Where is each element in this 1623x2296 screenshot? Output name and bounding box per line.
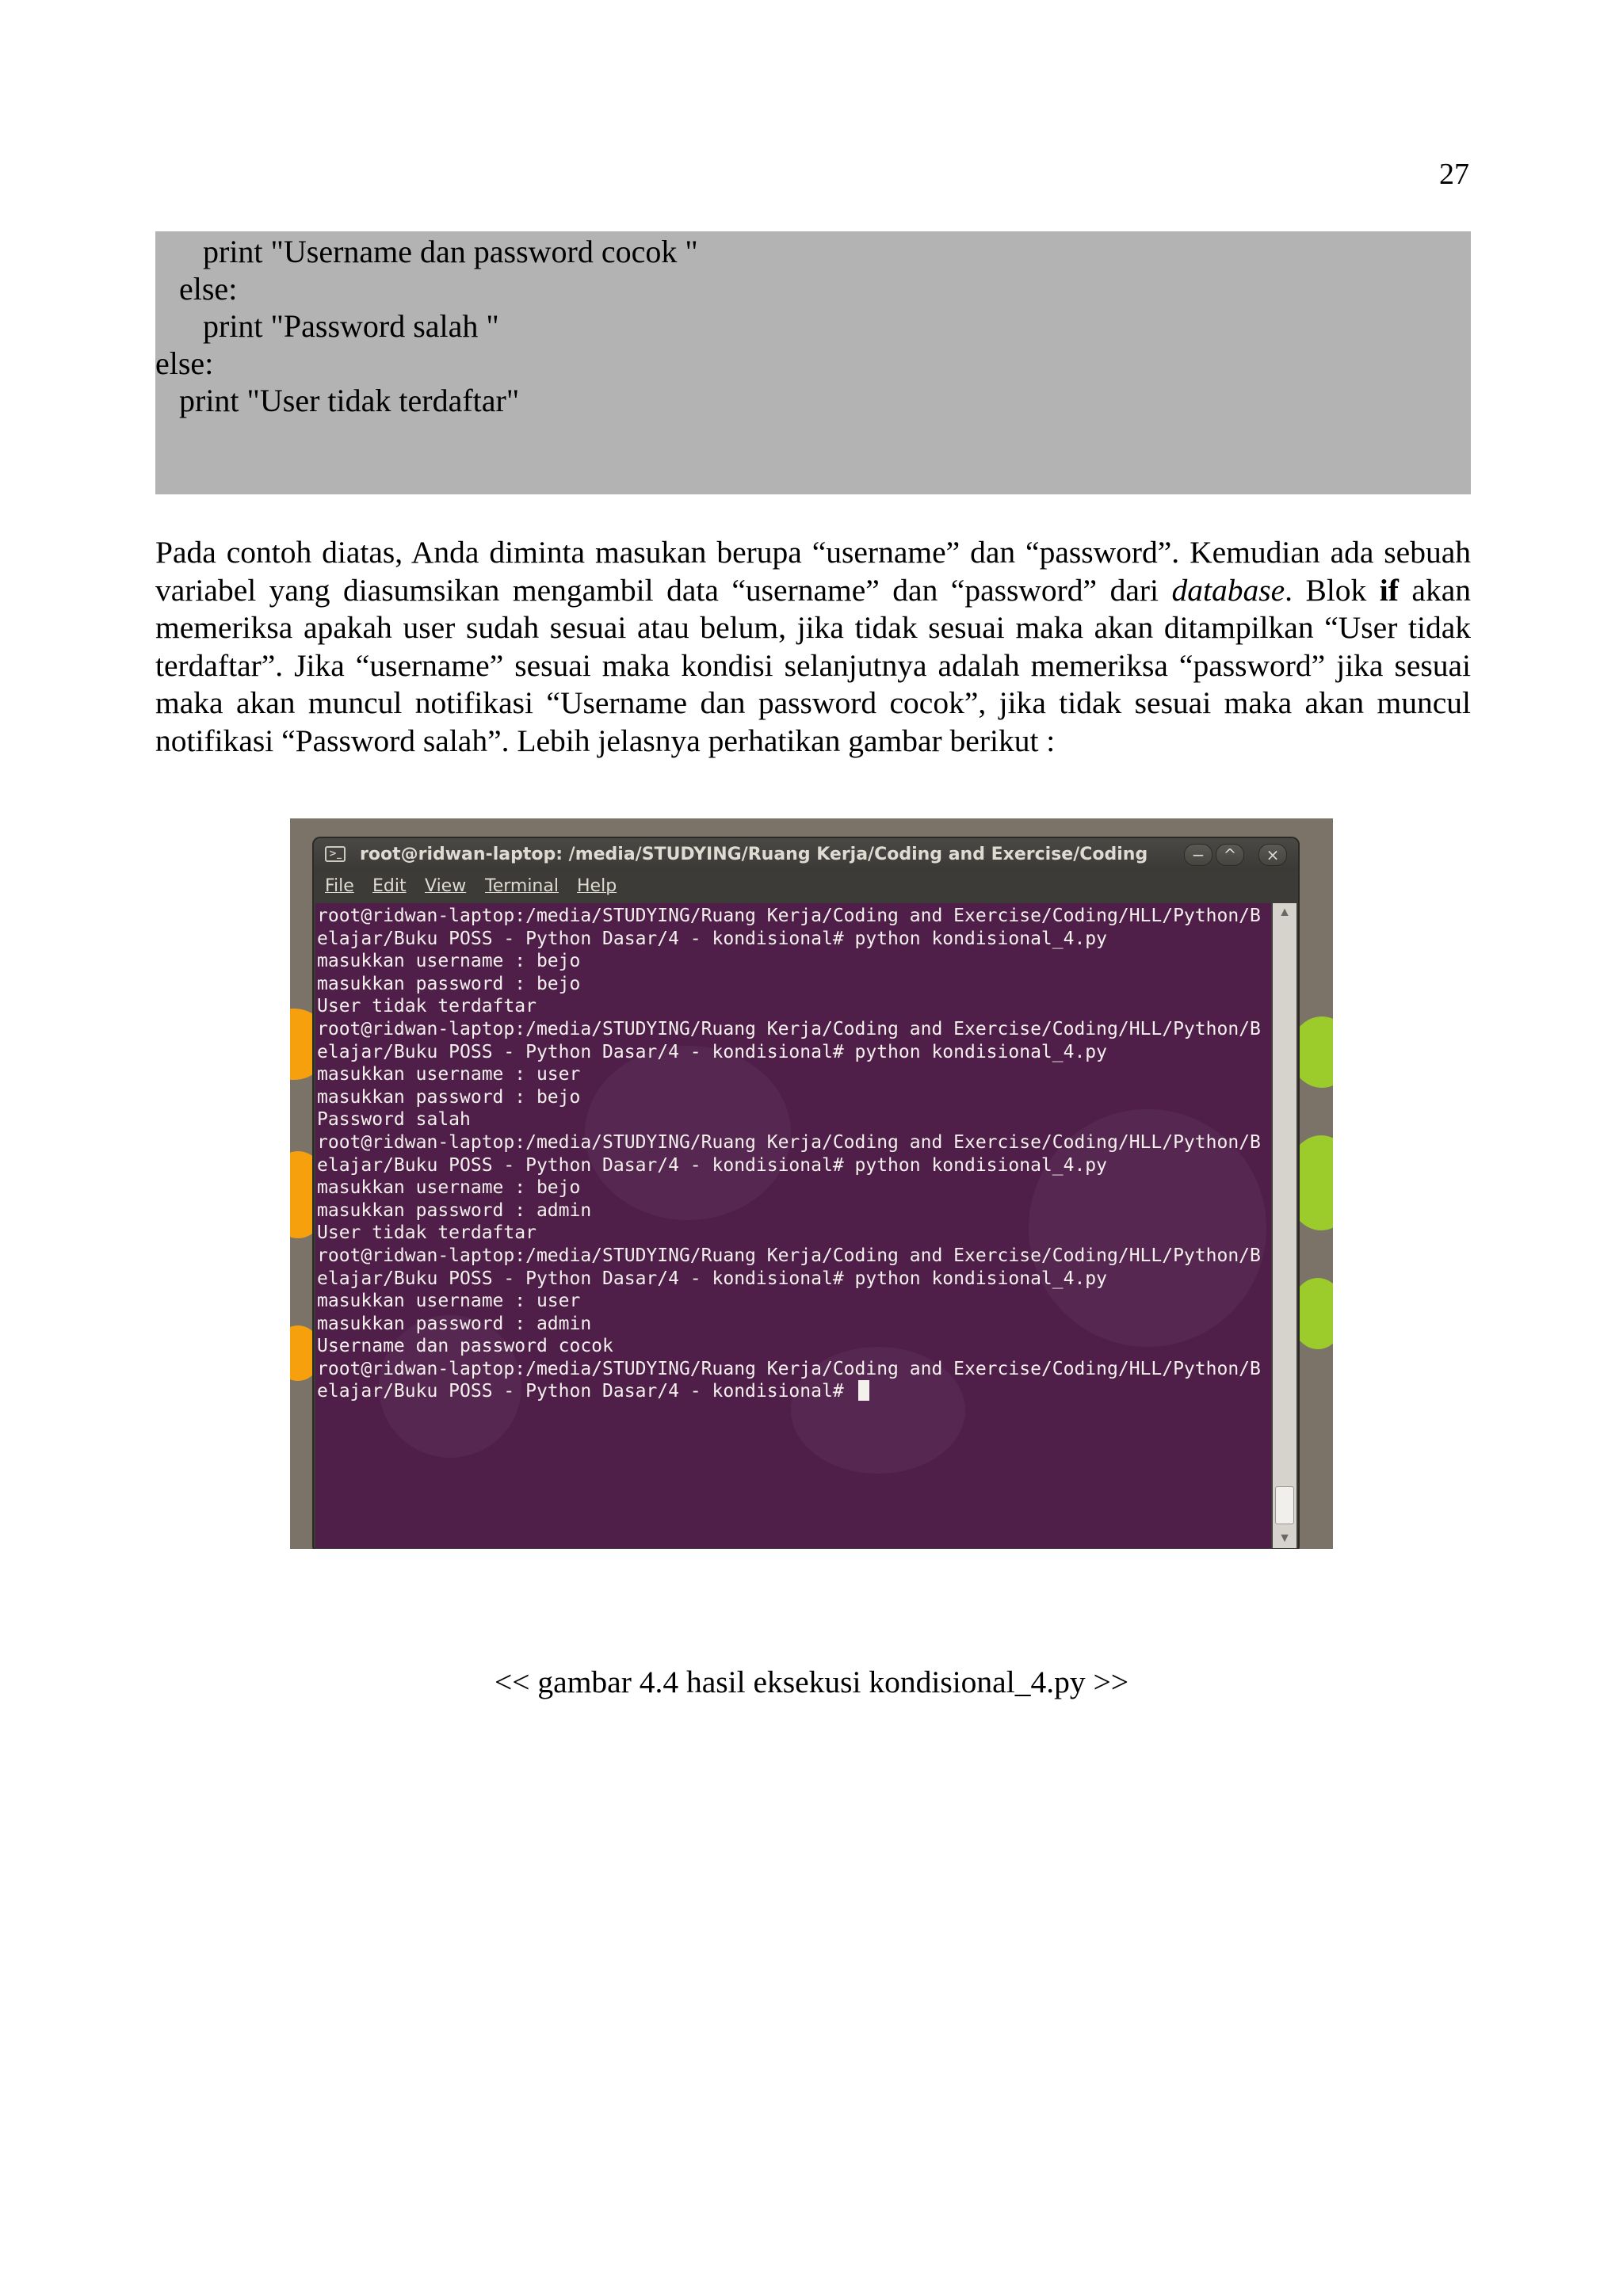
window-title: root@ridwan-laptop: /media/STUDYING/Ruang Kerja/Coding and Exercise/Coding	[360, 845, 1148, 864]
vertical-scrollbar[interactable]	[1273, 903, 1296, 1548]
terminal-line: masukkan username : bejo	[317, 951, 581, 972]
menu-view[interactable]: View	[425, 876, 467, 896]
terminal-line: masukkan password : admin	[317, 1313, 592, 1334]
code-line: print "User tidak terdaftar"	[155, 383, 520, 418]
menu-edit[interactable]: Edit	[372, 876, 407, 896]
terminal-text	[317, 905, 1261, 1403]
page-number: 27	[1439, 158, 1469, 191]
scroll-up-arrow-icon[interactable]: ▲	[1278, 906, 1291, 919]
terminal-line: elajar/Buku POSS - Python Dasar/4 - kondisional# python kondisional_4.py	[317, 928, 1107, 949]
terminal-line: root@ridwan-laptop:/media/STUDYING/Ruang Kerja/Coding and Exercise/Coding/HLL/Python/B	[317, 1358, 1261, 1379]
menu-help[interactable]: Help	[577, 876, 617, 896]
terminal-line: masukkan username : user	[317, 1291, 581, 1312]
terminal-line: masukkan username : bejo	[317, 1177, 581, 1199]
terminal-line: Password salah	[317, 1109, 471, 1131]
menubar	[314, 871, 1298, 902]
scroll-down-arrow-icon[interactable]: ▼	[1278, 1531, 1291, 1545]
terminal-line: elajar/Buku POSS - Python Dasar/4 - kondisional# python kondisional_4.py	[317, 1041, 1107, 1062]
menu-terminal[interactable]: Terminal	[485, 876, 559, 896]
figure-caption: << gambar 4.4 hasil eksekusi kondisional_4.py >>	[494, 1665, 1128, 1699]
terminal-icon: >_	[325, 846, 346, 862]
body-paragraph	[155, 534, 1471, 760]
code-line: else:	[155, 271, 238, 307]
terminal-line: root@ridwan-laptop:/media/STUDYING/Ruang Kerja/Coding and Exercise/Coding/HLL/Python/B	[317, 906, 1261, 926]
terminal-output-area[interactable]	[315, 903, 1271, 1548]
code-line: print "Password salah "	[155, 308, 499, 344]
terminal-line: User tidak terdaftar	[317, 996, 537, 1017]
terminal-line: masukkan password : bejo	[317, 973, 581, 994]
terminal-window	[314, 838, 1298, 1549]
code-block	[155, 231, 1471, 494]
terminal-line: masukkan password : admin	[317, 1199, 592, 1221]
paragraph-text: akan memeriksa apakah user sudah sesuai atau belum, jika tidak sesuai maka akan ditampilkan “User tidak terdaftar”. Jika “username” sesuai maka kondisi selanjutnya adalah memeriksa “password” jika sesuai maka akan muncul notifikasi “Username dan password cocok”, jika tidak sesuai maka akan muncul notifikasi “Password salah”. Lebih jelasnya perhatikan gambar berikut :	[155, 572, 1471, 758]
terminal-line: root@ridwan-laptop:/media/STUDYING/Ruang Kerja/Coding and Exercise/Coding/HLL/Python/B	[317, 1131, 1261, 1153]
terminal-line: elajar/Buku POSS - Python Dasar/4 - kondisional# python kondisional_4.py	[317, 1154, 1107, 1176]
paragraph-text: Pada contoh diatas, Anda diminta masukan berupa “username” dan “password”. Kemudian ada sebuah variabel yang diasumsikan mengambil data “username” dan “password” dari	[155, 535, 1471, 608]
window-titlebar[interactable]	[314, 838, 1298, 871]
terminal-line: masukkan password : bejo	[317, 1086, 581, 1108]
menu-file[interactable]: File	[325, 876, 354, 896]
terminal-line: masukkan username : user	[317, 1064, 581, 1085]
minimize-button[interactable]: −	[1184, 844, 1212, 866]
terminal-prompt: elajar/Buku POSS - Python Dasar/4 - kondisional#	[317, 1381, 855, 1402]
terminal-line: root@ridwan-laptop:/media/STUDYING/Ruang Kerja/Coding and Exercise/Coding/HLL/Python/B	[317, 1018, 1261, 1039]
code-line: print "Username dan password cocok "	[155, 234, 698, 269]
paragraph-italic-term: database	[1171, 572, 1285, 608]
text-cursor	[858, 1380, 869, 1401]
close-button[interactable]: ×	[1258, 844, 1287, 866]
terminal-line: Username dan password cocok	[317, 1336, 613, 1357]
paragraph-text: . Blok	[1285, 572, 1380, 608]
terminal-screenshot-figure	[290, 818, 1333, 1549]
terminal-line: User tidak terdaftar	[317, 1222, 537, 1244]
scroll-thumb[interactable]	[1275, 1486, 1294, 1524]
paragraph-bold-keyword: if	[1379, 572, 1399, 608]
terminal-line: root@ridwan-laptop:/media/STUDYING/Ruang Kerja/Coding and Exercise/Coding/HLL/Python/B	[317, 1245, 1261, 1266]
code-line: else:	[155, 345, 214, 381]
terminal-line: elajar/Buku POSS - Python Dasar/4 - kondisional# python kondisional_4.py	[317, 1268, 1107, 1289]
maximize-button[interactable]: ^	[1216, 844, 1244, 866]
terminal-prompt-line	[317, 1380, 1261, 1403]
